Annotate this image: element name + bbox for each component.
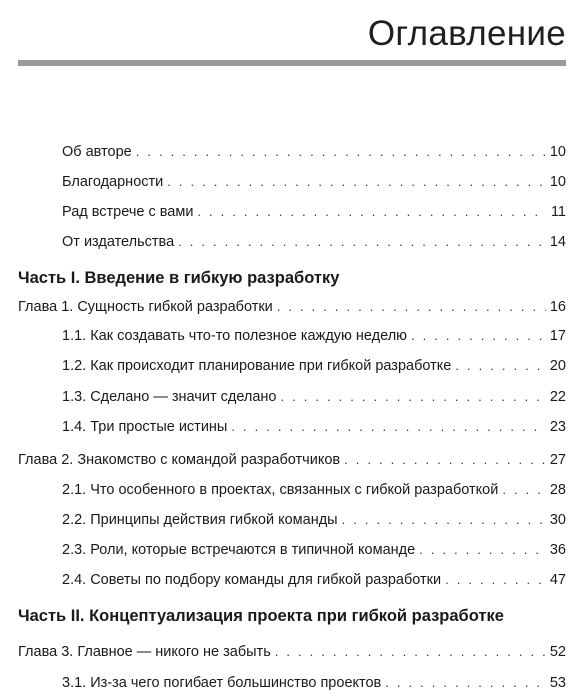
toc-entry-acknowledgements[interactable]: [62, 173, 566, 191]
leader-dots: [344, 451, 546, 469]
toc-chapter-2[interactable]: [18, 451, 566, 469]
toc-page-number: 47: [549, 572, 566, 588]
toc-entry-label: 2.4. Советы по подбору команды для гибкой разработки: [62, 572, 442, 588]
toc-entry-label: Глава 2. Знакомство с командой разработчиков: [18, 452, 341, 468]
toc-page-number: 52: [549, 644, 566, 660]
toc-page-number: 23: [549, 419, 566, 435]
toc-chapter-1[interactable]: [18, 298, 566, 316]
part-heading[interactable]: Часть I. Введение в гибкую разработку: [18, 269, 340, 287]
toc-page-number: 11: [550, 204, 566, 220]
toc-page-number: 30: [549, 512, 566, 528]
toc-section-1-2[interactable]: [62, 357, 566, 375]
leader-dots: [275, 643, 546, 661]
toc-section-2-3[interactable]: [62, 541, 566, 559]
leader-dots: [411, 327, 546, 345]
toc-section-1-3[interactable]: [62, 388, 566, 406]
leader-dots: [277, 298, 546, 316]
toc-page-number: 17: [549, 328, 566, 344]
toc-entry-label: От издательства: [62, 234, 175, 250]
toc-page-number: 10: [549, 144, 566, 160]
toc-entry-label: Благодарности: [62, 174, 164, 190]
toc-entry-label: 1.1. Как создавать что-то полезное каждую неделю: [62, 328, 408, 344]
toc-entry-label: 2.1. Что особенного в проектах, связанных с гибкой разработкой: [62, 482, 499, 498]
leader-dots: [178, 233, 546, 251]
part-heading[interactable]: Часть II. Концептуализация проекта при гибкой разработке: [18, 607, 504, 625]
toc-section-3-1[interactable]: [62, 674, 566, 692]
toc-entry-label: 2.2. Принципы действия гибкой команды: [62, 512, 338, 528]
toc-entry-label: Об авторе: [62, 144, 132, 160]
toc-page-number: 27: [549, 452, 566, 468]
toc-page-number: 53: [549, 675, 566, 691]
toc-page-number: 10: [549, 174, 566, 190]
leader-dots: [342, 511, 546, 529]
toc-section-2-1[interactable]: [62, 481, 566, 499]
toc-entry-label: Рад встрече с вами: [62, 204, 194, 220]
toc-page-number: 36: [549, 542, 566, 558]
toc-section-2-2[interactable]: [62, 511, 566, 529]
title-rule: [18, 60, 566, 66]
toc-section-2-4[interactable]: [62, 571, 566, 589]
toc-entry-label: 2.3. Роли, которые встречаются в типичной команде: [62, 542, 416, 558]
toc-entry-label: Глава 1. Сущность гибкой разработки: [18, 299, 273, 315]
toc-entry-publisher[interactable]: [62, 233, 566, 251]
leader-dots: [455, 357, 546, 375]
toc-entry-label: 3.1. Из-за чего погибает большинство проектов: [62, 675, 382, 691]
toc-page-number: 16: [549, 299, 566, 315]
leader-dots: [502, 481, 546, 499]
toc-page-number: 14: [549, 234, 566, 250]
toc-entry-label: 1.2. Как происходит планирование при гибкой разработке: [62, 358, 452, 374]
toc-entry-label: Глава 3. Главное — никого не забыть: [18, 644, 271, 660]
toc-entry-label: 1.4. Три простые истины: [62, 419, 228, 435]
leader-dots: [445, 571, 546, 589]
leader-dots: [419, 541, 546, 559]
leader-dots: [136, 143, 546, 161]
leader-dots: [231, 418, 546, 436]
toc-entry-label: 1.3. Сделано — значит сделано: [62, 389, 277, 405]
leader-dots: [167, 173, 546, 191]
page-title: Оглавление: [367, 14, 566, 53]
toc-entry-about-author[interactable]: [62, 143, 566, 161]
toc-page-number: 28: [549, 482, 566, 498]
toc-entry-welcome[interactable]: [62, 203, 566, 221]
toc-page-number: 20: [549, 358, 566, 374]
toc-page-number: 22: [549, 389, 566, 405]
toc-section-1-1[interactable]: [62, 327, 566, 345]
leader-dots: [197, 203, 547, 221]
toc-chapter-3[interactable]: [18, 643, 566, 661]
leader-dots: [385, 674, 546, 692]
toc-section-1-4[interactable]: [62, 418, 566, 436]
leader-dots: [281, 388, 546, 406]
